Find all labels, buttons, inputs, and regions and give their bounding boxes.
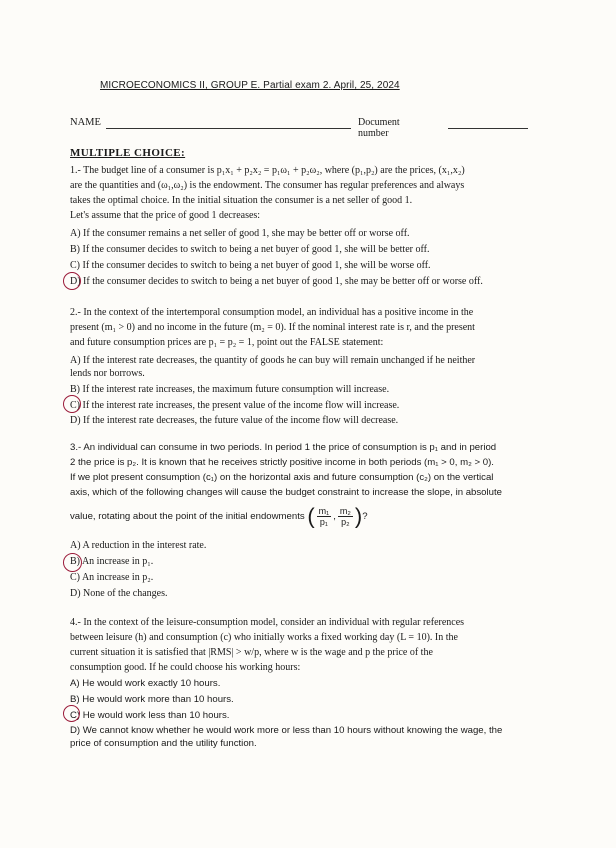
question-3-line: 2 the price is p₂. It is known that he receives strictly positive income in both periods (m₁ > 0, m₂ > 0).	[70, 457, 494, 468]
question-3-line: axis, which of the following changes will cause the budget constraint to increase the slope, in absolute	[70, 487, 502, 498]
fraction-numerator: m₁	[318, 505, 330, 516]
question-1-option-a[interactable]: A) If the consumer remains a net seller of good 1, she may be better off or worse off.	[70, 228, 410, 239]
question-2-stem	[70, 305, 546, 350]
question-1-line: are the quantities and (ω₁,ω₂) is the endowment. The consumer has regular preferences and always	[70, 180, 465, 191]
question-3-stem	[70, 440, 546, 500]
question-2-option-c[interactable]: C) If the interest rate increases, the present value of the income flow will increase.	[70, 400, 400, 411]
question-1-line: Let's assume that the price of good 1 decreases:	[70, 210, 261, 221]
answer-circle-mark	[63, 705, 80, 722]
fraction-m2-p2	[338, 506, 353, 527]
question-1-line: takes the optimal choice. In the initial situation the consumer is a net seller of good 1.	[70, 195, 413, 206]
name-blank[interactable]	[106, 128, 351, 129]
question-2-line: 2.- In the context of the intertemporal consumption model, an individual has a positive income in the	[70, 307, 474, 318]
paren-right: )	[354, 503, 363, 529]
question-3-line: If we plot present consumption (c₁) on the horizontal axis and future consumption (c₂) on the vertical	[70, 472, 494, 483]
question-3-stem-end: value, rotating about the point of the initial endowments ( $\frac{\text{m₁}}{\text{p₁}}$ , $\frac{\text{m₂}}{\text{p₂}}$ )?	[70, 503, 368, 529]
fraction-denominator: p₂	[341, 516, 350, 527]
answer-circle-mark	[63, 395, 81, 413]
fraction-denominator: p₁	[319, 516, 328, 527]
section-title: MULTIPLE CHOICE:	[70, 147, 186, 159]
question-3-line: 3.- An individual can consume in two periods. In period 1 the price of consumption is p₁ and in period	[70, 442, 497, 453]
document-number-blank[interactable]	[448, 128, 528, 129]
question-4-option-d-continued: price of consumption and the utility function.	[70, 738, 257, 749]
question-4-stem	[70, 615, 546, 675]
question-3-line: value, rotating about the point of the initial endowments	[70, 511, 305, 522]
question-3-option-b[interactable]: B) An increase in p₁.	[70, 556, 154, 567]
question-4-line: current situation it is satisfied that |RMS| > w/p, where w is the wage and p the price of the	[70, 647, 433, 658]
question-4-line: consumption good. If he could choose his working hours:	[70, 662, 301, 673]
question-2-line: and future consumption prices are p₁ = p₂ = 1, point out the FALSE statement:	[70, 337, 384, 348]
question-4-option-a[interactable]: A) He would work exactly 10 hours.	[70, 678, 221, 689]
question-1-option-c[interactable]: C) If the consumer decides to switch to being a net buyer of good 1, she will be worse off.	[70, 260, 431, 271]
question-4-line: between leisure (h) and consumption (c) who initially works a fixed working day (L = 10). In the	[70, 632, 458, 643]
paren-left: (	[307, 503, 315, 529]
question-4-option-c[interactable]: C) He would work less than 10 hours.	[70, 710, 230, 721]
question-3-option-c[interactable]: C) An increase in p₂.	[70, 572, 154, 583]
question-2-option-b[interactable]: B) If the interest rate increases, the maximum future consumption will increase.	[70, 384, 390, 395]
fraction-numerator: m₂	[339, 505, 351, 516]
question-1-stem	[70, 163, 546, 223]
question-2-option-a[interactable]: A) If the interest rate decreases, the quantity of goods he can buy will remain unchanged if he neither	[70, 355, 476, 366]
document-number-label: Document number	[358, 117, 400, 139]
question-1-option-b[interactable]: B) If the consumer decides to switch to being a net buyer of good 1, she will be better off.	[70, 244, 430, 255]
answer-circle-mark	[63, 272, 81, 290]
question-4-option-b[interactable]: B) He would work more than 10 hours.	[70, 694, 234, 705]
exam-title: MICROECONOMICS II, GROUP E. Partial exam 2. April, 25, 2024	[100, 80, 400, 91]
question-2-option-a-continued: lends nor borrows.	[70, 368, 145, 379]
question-1-line: 1.- The budget line of a consumer is p₁x₁ + p₂x₂ = p₁ω₁ + p₂ω₂, where (p₁,p₂) are the prices, (x₁,x₂)	[70, 165, 465, 176]
question-3-option-d[interactable]: D) None of the changes.	[70, 588, 168, 599]
answer-circle-mark	[63, 553, 82, 572]
question-3-option-a[interactable]: A) A reduction in the interest rate.	[70, 540, 207, 551]
question-2-option-d[interactable]: D) If the interest rate decreases, the future value of the income flow will decrease.	[70, 415, 399, 426]
question-mark: ?	[362, 511, 368, 522]
question-1-option-d[interactable]: D) If the consumer decides to switch to being a net buyer of good 1, she may be better off or worse off.	[70, 276, 483, 287]
name-label: NAME	[70, 117, 101, 128]
question-4-line: 4.- In the context of the leisure-consumption model, consider an individual with regular references	[70, 617, 465, 628]
fraction-m1-p1	[317, 506, 332, 527]
question-2-line: present (m₁ > 0) and no income in the future (m₂ = 0). If the nominal interest rate is r, and the present	[70, 322, 475, 333]
question-4-option-d[interactable]: D) We cannot know whether he would work more or less than 10 hours without knowing the wage, the	[70, 725, 503, 736]
